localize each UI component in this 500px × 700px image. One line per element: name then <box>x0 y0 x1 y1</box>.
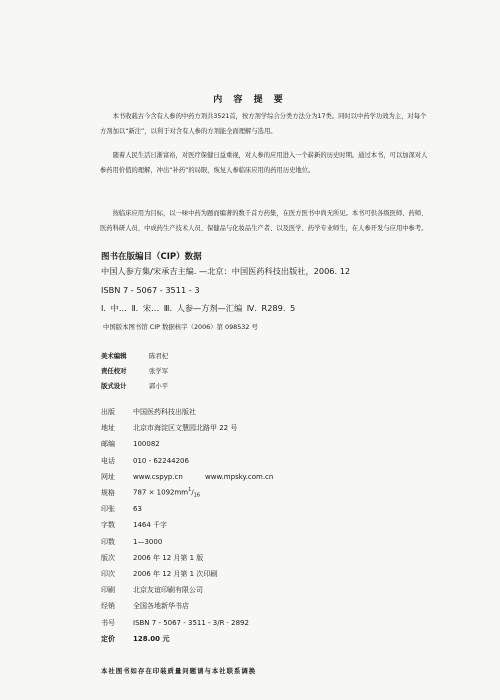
detail-value: 北京友谊印刷有限公司 <box>133 586 203 595</box>
detail-label: 书号 <box>101 618 115 627</box>
editor-label: 美术编辑 <box>101 352 127 360</box>
detail-value: 北京市海淀区文慧园北路甲 22 号 <box>133 424 238 433</box>
cip-title-line: 中国人参方集/宋承吉主编. —北京：中国医药科技出版社，2006. 12 <box>101 266 351 276</box>
detail-value: 1464 千字 <box>133 521 168 530</box>
detail-label: 地址 <box>101 424 115 433</box>
editors-block <box>101 348 168 393</box>
detail-label: 印数 <box>101 537 115 546</box>
cip-classification-line: Ⅰ. 中… Ⅱ. 宋… Ⅲ. 人参—方剂—汇编 Ⅳ. R289. 5 <box>101 303 296 313</box>
editor-row <box>101 348 168 363</box>
detail-value: 1—3000 <box>133 537 163 546</box>
detail-label: 网址 <box>101 472 115 481</box>
editor-row <box>101 363 168 378</box>
abstract-paragraph-2: 随着人民生活日渐富裕，对医疗保健日益重视，对人参的应用进入一个崭新的历史时期。通过本书，可以加深对人参药用价值的理解，冲出“补药”的局限，恢复人参临床应用的药用历史地位。 <box>100 152 428 174</box>
detail-row <box>101 420 273 436</box>
format-numerator: 1 <box>188 487 192 494</box>
detail-value: 63 <box>133 505 142 514</box>
cip-heading: 图书在版编目（CIP）数据 <box>101 252 202 262</box>
detail-value: 2006 年 12 月第 1 次印刷 <box>133 569 218 578</box>
detail-value: www.cspyp.cn www.mpsky.com.cn <box>133 472 274 481</box>
detail-label: 印张 <box>101 505 115 514</box>
detail-value: ISBN 7 - 5067 - 3511 - 3/R · 2892 <box>133 618 249 627</box>
detail-value: 中国医药科技出版社 <box>133 408 196 417</box>
price-value: 128.00 元 <box>133 634 170 643</box>
detail-row <box>101 598 273 614</box>
detail-row <box>101 453 273 469</box>
editor-name: 郭小平 <box>149 382 169 390</box>
detail-row <box>101 485 273 501</box>
editor-row <box>101 378 168 393</box>
detail-row <box>101 436 273 452</box>
format-slash: / <box>191 488 194 497</box>
editor-label: 版式设计 <box>101 382 127 390</box>
detail-row <box>101 501 273 517</box>
cip-record-number: 中国版本图书馆 CIP 数据核字（2006）第 098532 号 <box>103 323 258 331</box>
detail-value <box>133 487 200 499</box>
abstract-paragraph-3: 按临床应用为目标，以一味中药为题而编著的数千首方药集，在医方医书中尚无所见。本书可供各级医师、药师、医药科研人员、中成药生产技术人员、保健品与化妆品生产者、以及医学、药学专业师生，在人参开发与应用中参考。 <box>100 210 428 232</box>
detail-label: 版次 <box>101 553 115 562</box>
detail-label: 定价 <box>101 634 115 643</box>
detail-label: 电话 <box>101 456 115 465</box>
detail-value: 100082 <box>133 440 160 449</box>
detail-label: 出版 <box>101 408 115 417</box>
detail-label: 字数 <box>101 521 115 530</box>
detail-value: 全国各地新华书店 <box>133 602 189 611</box>
editor-name: 张学军 <box>149 367 169 375</box>
detail-label: 规格 <box>101 489 115 498</box>
detail-row <box>101 517 273 533</box>
detail-row <box>101 534 273 550</box>
detail-label: 经销 <box>101 602 115 611</box>
format-size: 787 × 1092mm <box>133 488 189 497</box>
detail-value: 2006 年 12 月第 1 版 <box>133 553 204 562</box>
detail-row <box>101 582 273 598</box>
detail-row <box>101 550 273 566</box>
format-denominator: 16 <box>193 492 201 499</box>
editor-name: 陈君杞 <box>149 352 169 360</box>
publication-details <box>101 404 273 647</box>
detail-row <box>101 614 273 630</box>
abstract-paragraph-1: 本书收载古今含有人参的中药方剂共3521首，按方剂学综合分类方法分为17类。同时以中药学功效为主，对每个方剂加以“新注”，以利于对含有人参的方剂能全面理解与选用。 <box>100 113 427 135</box>
editor-label: 责任校对 <box>101 367 127 375</box>
detail-label: 印刷 <box>101 586 115 595</box>
detail-label: 邮编 <box>101 440 115 449</box>
detail-value: 010 - 62244206 <box>133 456 189 465</box>
quality-notice: 本社图书如存在印装质量问题请与本社联系调换 <box>101 667 257 675</box>
abstract-title: 内 容 提 要 <box>213 95 287 105</box>
detail-row <box>101 404 273 420</box>
detail-label: 印次 <box>101 569 115 578</box>
detail-row <box>101 469 273 485</box>
detail-row-price <box>101 631 273 647</box>
detail-row <box>101 566 273 582</box>
cip-isbn-line: ISBN 7 - 5067 - 3511 - 3 <box>101 285 200 295</box>
